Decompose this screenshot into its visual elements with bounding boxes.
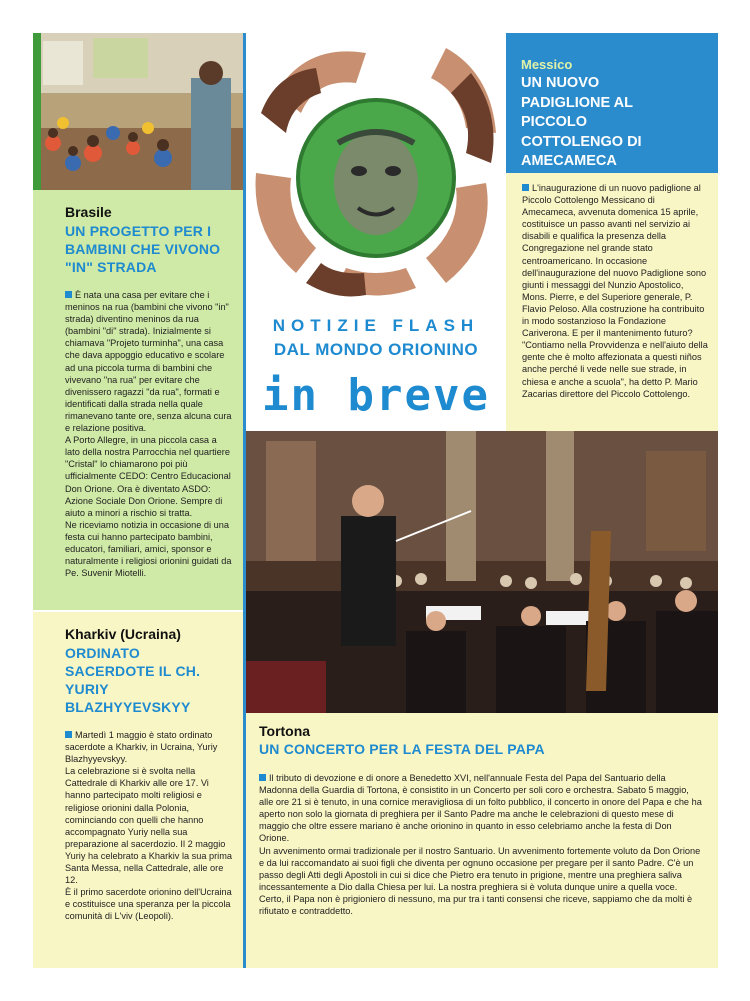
kharkiv-headline: ORDINATO SACERDOTE IL CH. YURIY BLAZHYYEVSKYY xyxy=(65,645,201,715)
bullet-square-icon xyxy=(522,184,529,191)
tortona-body: Il tributo di devozione e di onore a Benedetto XVI, nell'annuale Festa del Papa del Santuario della Madonna della Guardia di Tortona, è consistito in un Concerto per soli coro e orchestra. Sabato 5 maggio, alle ore 21 si è tenuto, in una cornice meravigliosa di un folto pubblico, il concerto in onore del Papa e che ha aperto non solo la giornata di preghiera per il Santo Padre ma anche le celebrazioni di questo mese di maggio che oltre essere mariano è anche orionino in quanto in esso celebriamo anche la festa di Don Orione. Un avvenimento ormai tradizionale per il nostro Santuario. Un avvenimento fortemente voluto da Don Orione e da lui raccomandato ai suoi figli che diventa per ognuno occasione per pregare per il santo Padre. C'è un passo degli Atti degli Apostoli in cui si dice che Pietro era tenuto in prigione, mentre una preghiera saliva incessantemente a Dio dalla Chiesa per lui. La nostra preghiera si è voluta dunque unire a quella voce. Certo, il Papa non è prigioniero di nessuno, ma pur tra i tanti consensi che riceve, sappiamo che da molti è rifiutato e contraddetto. xyxy=(259,773,702,917)
messico-article xyxy=(506,173,718,431)
tortona-headline: UN CONCERTO PER LA FESTA DEL PAPA xyxy=(259,741,545,757)
concert-photo xyxy=(246,431,718,713)
bullet-square-icon xyxy=(65,731,72,738)
bullet-square-icon xyxy=(259,774,266,781)
messico-place: Messico xyxy=(521,57,573,72)
messico-body: L'inaugurazione di un nuovo padiglione al Piccolo Cottolengo Messicano di Amecameca, avvenuta domenica 15 aprile, costituisce un passo avanti nel servizio ai disabili e qualifica la presenza della Congregazione nel grande stato centroamericano. In occasione dell'inaugurazione del nuovo Padiglione sono giunti i messaggi del Nunzio Apostolico, Mons. Pierre, e del Superiore generale, P. Flavio Peloso. Alla costruzione ha contribuito in modo sostanzioso la Fondazione Cariverona. E per il mantenimento futuro? "Contiamo nella Provvidenza e nell'aiuto della gente che è molto affezionata a questi niños anche perché li vede nelle sue strade, in chiesa e anche a scuola", ha detto P. Mario Zacarias direttore del Piccolo Cottolengo. xyxy=(522,183,708,399)
tortona-place: Tortona xyxy=(259,723,311,739)
banner-line-2: DAL MONDO ORIONINO xyxy=(273,340,479,359)
banner-title: in breve xyxy=(262,370,490,421)
kharkiv-body: Martedì 1 maggio è stato ordinato sacerdote a Kharkiv, in Ucraina, Yuriy Blazhyyevskyy. La celebrazione si è svolta nella Cattedrale di Kharkiv alle ore 17. Vi hanno partecipato molti religiosi e religiose orionini dalla Polonia, cominciando con quelli che hanno accompagnato Yuriy nella sua preparazione al sacerdozio. Il 2 maggio Yuriy ha celebrato a Kharkiv la sua prima Santa Messa, nella Cattedrale, alle ore 12. È il primo sacerdote orionino dell'Ucraina e costituisce una speranza per la piccola comunità di L'viv (Leopoli). xyxy=(65,730,232,922)
bullet-square-icon xyxy=(65,291,72,298)
brasile-article xyxy=(33,190,243,610)
messico-header xyxy=(506,33,718,173)
banner xyxy=(246,303,506,431)
banner-line-1: NOTIZIE FLASH xyxy=(272,316,480,335)
brasile-photo xyxy=(33,33,243,190)
kharkiv-article xyxy=(33,612,243,968)
messico-headline: UN NUOVO PADIGLIONE AL PICCOLO COTTOLENGO DI AMECAMECA xyxy=(521,75,642,169)
hands-globe-photo xyxy=(246,33,506,303)
brasile-headline: UN PROGETTO PER I BAMBINI CHE VIVONO "IN" STRADA xyxy=(65,223,221,275)
tortona-article xyxy=(246,713,718,968)
kharkiv-place: Kharkiv (Ucraina) xyxy=(65,626,181,642)
brasile-place: Brasile xyxy=(65,204,112,220)
brasile-body: È nata una casa per evitare che i meninos na rua (bambini che vivono "in" strada) diventino meninos da rua (bambini "di" strada). Inizialmente si chiamava "Projeto turminha", una casa che dava appoggio educativo e scolare ad una piccola turma di bambini che vivevano "na rua" per evitare che divenissero ragazzi "da rua", formati e identificati dalla strada nella quale rimanevano tante ore, senza alcuna cura e relazione positiva. A Porto Allegre, in una piccola casa a lato della nostra Parrocchia nel quartiere "Cristal" lo chiamarono poi più ufficialmente CEDO: Centro Educacional Don Orione. Ora è diventato ASDO: Azione Sociale Don Orione. Sempre di aiuto a minori a rischio si tratta. Ne riceviamo notizia in occasione di una festa cui hanno partecipato bambini, educatori, familiari, amici, sponsor e naturalmente i religiosi orionini guidati da Pe. Suvenir Miotelli. xyxy=(65,290,232,579)
